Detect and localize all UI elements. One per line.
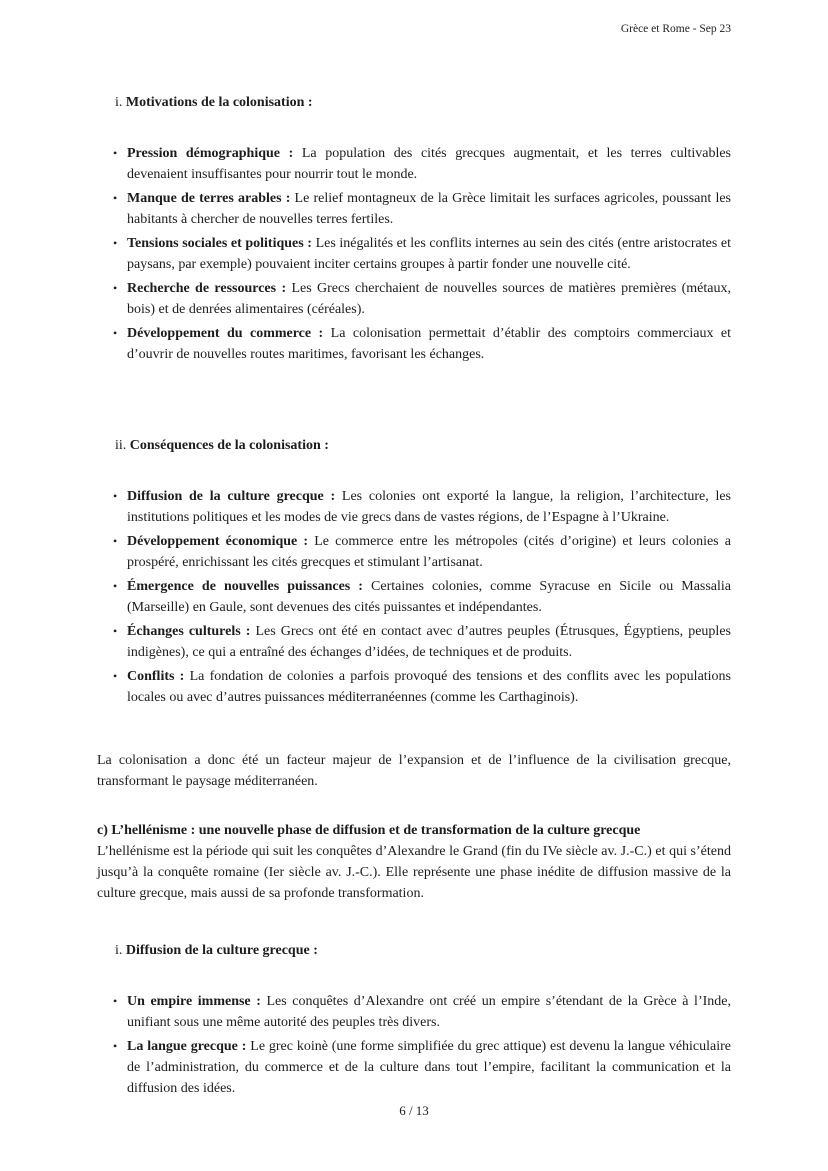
- bullet-list: [97, 486, 731, 708]
- item-lead: Développement économique :: [127, 534, 309, 549]
- section-title: Motivations de la colonisation :: [125, 95, 313, 110]
- item-text: Le grec koinè (une forme simplifiée du grec attique) est devenu la langue véhiculaire de l’administration, du commerce et de la culture dans tout l’empire, facilitant la communication et la diffusion des idées.: [127, 1039, 732, 1096]
- section-heading: [115, 940, 731, 961]
- item-text: La fondation de colonies a parfois provoqué des tensions et des conflits avec les populations locales ou avec d’autres puissances méditerranéennes (comme les Carthaginois).: [127, 669, 732, 705]
- list-item: [127, 486, 731, 528]
- section-hellenisme: [97, 820, 731, 904]
- item-text: Les conquêtes d’Alexandre ont créé un empire s’étendant de la Grèce à l’Inde, unifiant sous une même autorité des peuples très divers.: [127, 994, 731, 1030]
- item-text: Les inégalités et les conflits internes au sein des cités (entre aristocrates et paysans, par exemple) pouvaient inciter certains groupes à partir fonder une nouvelle cité.: [127, 236, 732, 272]
- item-text: Les colonies ont exporté la langue, la religion, l’architecture, les institutions politiques et les modes de vie grecs dans de vastes régions, de l’Espagne à l’Ukraine.: [127, 489, 731, 525]
- section-diffusion: [97, 940, 731, 1099]
- section-consequences: [97, 435, 731, 708]
- header-title: Grèce et Rome - Sep 23: [620, 23, 731, 35]
- list-item: [127, 991, 731, 1033]
- item-lead: Recherche de ressources :: [127, 281, 287, 296]
- page-header: [97, 22, 731, 37]
- item-text: La population des cités grecques augmentait, et les terres cultivables devenaient insuffisantes pour nourrir tout le monde.: [127, 146, 732, 182]
- bullet-list: [97, 143, 731, 365]
- list-item: [127, 666, 731, 708]
- item-lead: Tensions sociales et politiques :: [127, 236, 312, 251]
- hellenisme-intro: L’hellénisme est la période qui suit les conquêtes d’Alexandre le Grand (fin du IVe siècle av. J.-C.) et qui s’étend jusqu’à la conquête romaine (Ier siècle av. J.-C.). Elle représente une phase inédite de diffusion massive de la culture grecque, mais aussi de sa profonde transformation.: [97, 844, 731, 901]
- section-numeral: ii.: [115, 438, 127, 453]
- list-item: [127, 323, 731, 365]
- section-title: Conséquences de la colonisation :: [129, 438, 329, 453]
- list-item: [127, 278, 731, 320]
- list-item: [127, 143, 731, 185]
- list-item: [127, 531, 731, 573]
- section-heading: [115, 92, 731, 113]
- item-text: Certaines colonies, comme Syracuse en Sicile ou Massalia (Marseille) en Gaule, sont devenues des cités puissantes et indépendantes.: [127, 579, 732, 615]
- subsection-c-heading: c) L’hellénisme : une nouvelle phase de diffusion et de transformation de la culture grecque: [97, 823, 641, 838]
- list-item: [127, 621, 731, 663]
- section-heading: [115, 435, 731, 456]
- bullet-list: [97, 991, 731, 1099]
- list-item: [127, 576, 731, 618]
- item-text: Les Grecs cherchaient de nouvelles sources de matières premières (métaux, bois) et de denrées alimentaires (céréales).: [127, 281, 731, 317]
- section-title: Diffusion de la culture grecque :: [125, 943, 318, 958]
- section-motivations: [97, 92, 731, 365]
- item-text: Les Grecs ont été en contact avec d’autres peuples (Étrusques, Égyptiens, peuples indigènes), ce qui a entraîné des échanges d’idées, de techniques et de produits.: [127, 624, 731, 660]
- list-item: [127, 188, 731, 230]
- item-text: Le commerce entre les métropoles (cités d’origine) et leurs colonies a prospéré, enrichissant les cités grecques et stimulant l’artisanat.: [127, 534, 731, 570]
- item-lead: Un empire immense :: [127, 994, 261, 1009]
- item-lead: Émergence de nouvelles puissances :: [127, 579, 363, 594]
- section-numeral: i.: [115, 95, 123, 110]
- item-lead: Diffusion de la culture grecque :: [127, 489, 336, 504]
- section-numeral: i.: [115, 943, 123, 958]
- item-text: La colonisation permettait d’établir des comptoirs commerciaux et d’ouvrir de nouvelles routes maritimes, favorisant les échanges.: [127, 326, 731, 362]
- item-lead: La langue grecque :: [127, 1039, 247, 1054]
- item-lead: Échanges culturels :: [127, 624, 251, 639]
- conclusion-paragraph: La colonisation a donc été un facteur majeur de l’expansion et de l’influence de la civilisation grecque, transformant le paysage méditerranéen.: [97, 753, 731, 789]
- list-item: [127, 233, 731, 275]
- page-number: 6 / 13: [399, 1103, 429, 1118]
- page-footer: [0, 1100, 828, 1121]
- item-text: Le relief montagneux de la Grèce limitait les surfaces agricoles, poussant les habitants à chercher de nouvelles terres fertiles.: [127, 191, 732, 227]
- item-lead: Pression démographique :: [127, 146, 294, 161]
- item-lead: Développement du commerce :: [127, 326, 324, 341]
- item-lead: Conflits :: [127, 669, 185, 684]
- list-item: [127, 1036, 731, 1099]
- item-lead: Manque de terres arables :: [127, 191, 291, 206]
